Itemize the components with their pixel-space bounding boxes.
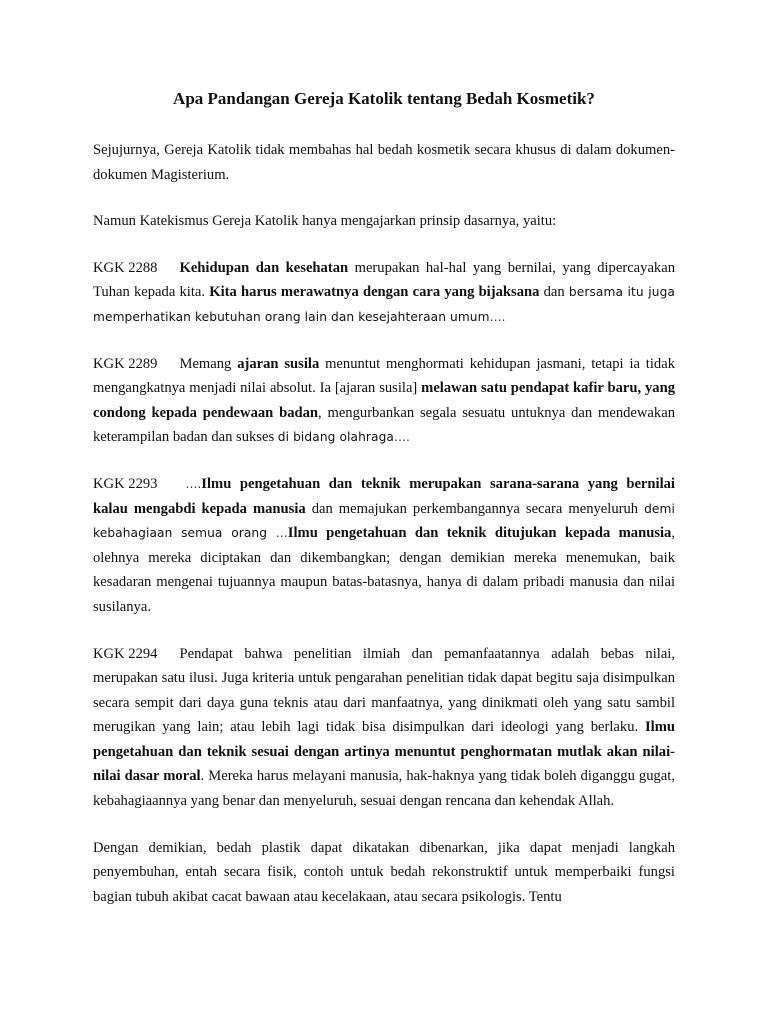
kgk-reference: KGK 2293 [93, 475, 158, 492]
paragraph-kgk-2294 [93, 642, 675, 814]
body-text-sans: demi kebahagiaan semua orang [93, 501, 675, 541]
bold-text: Ilmu pengetahuan dan teknik ditujukan kepada manusia [287, 525, 672, 542]
paragraph-conclusion: Dengan demikian, bedah plastik dapat dikatakan dibenarkan, jika dapat menjadi langkah penyembuhan, entah secara fisik, contoh untuk bedah rekonstruktif untuk memperbaiki fungsi bagian tubuh akibat cacat bawaan atau kecelakaan, atau secara psikologis. Tentu [93, 839, 675, 905]
body-text: , mengurbankan segala sesuatu untuknya dan mendewakan keterampilan badan dan sukses [93, 404, 675, 446]
bold-text: Ilmu pengetahuan dan teknik merupakan sarana-sarana yang bernilai kalau mengabdi kepada manusia [93, 475, 675, 517]
paragraph-principle: Namun Katekismus Gereja Katolik hanya mengajarkan prinsip dasarnya, yaitu: [93, 213, 557, 230]
kgk-reference: KGK 2289 [93, 355, 158, 372]
bold-text: Kehidupan dan kesehatan [179, 259, 349, 276]
page-title: Apa Pandangan Gereja Katolik tentang Bedah Kosmetik? [173, 89, 595, 108]
ellipsis: …. [489, 309, 506, 324]
bold-text: melawan satu pendapat kafir baru, yang condong kepada pendewaan badan [93, 380, 675, 421]
body-text: , olehnya mereka diciptakan dan dikembangkan; dengan demikian mereka menemukan, baik kesadaran mengenai tujuannya maupun batas-batasnya, hanya di dalam pribadi manusia dan nilai susilanya. [93, 525, 676, 615]
ellipsis: … [275, 526, 288, 541]
body-text: dan [539, 284, 569, 301]
body-text-sans: di bidang olahraga [277, 430, 394, 445]
body-text: Memang [179, 355, 238, 372]
paragraph-intro: Sejujurnya, Gereja Katolik tidak membahas hal bedah kosmetik secara khusus di dalam dokumen-dokumen Magisterium. [93, 142, 675, 183]
paragraph-kgk-2293 [93, 472, 675, 620]
bold-text: Kita harus merawatnya dengan cara yang bijaksana [209, 284, 540, 301]
body-text-sans: bersama itu juga memperhatikan kebutuhan orang lain dan kesejahteraan umum [93, 285, 675, 324]
body-text: dan memajukan perkembangannya secara menyeluruh [305, 500, 645, 517]
bold-text: ajaran susila [237, 355, 320, 372]
body-text: merupakan hal-hal yang bernilai, yang dipercayakan Tuhan kepada kita. [93, 259, 675, 301]
ellipsis: …. [185, 476, 202, 491]
kgk-reference: KGK 2294 [93, 645, 158, 662]
paragraph-kgk-2288 [93, 256, 675, 330]
paragraph-kgk-2289 [93, 352, 675, 450]
body-text: Pendapat bahwa penelitian ilmiah dan pemanfaatannya adalah bebas nilai, merupakan satu ilusi. Juga kriteria untuk pengarahan penelitian tidak dapat begitu saja disimpulkan secara sempit dari daya guna teknis atau dari manfaatnya, yang dinikmati oleh yang satu sambil merugikan yang lain; atau lebih lagi tidak bisa disimpulkan dari ideologi yang berlaku. [93, 645, 675, 736]
bold-text: Ilmu pengetahuan dan teknik sesuai dengan artinya menuntut penghormatan mutlak akan nilai-nilai dasar moral [93, 719, 675, 785]
ellipsis: …. [393, 430, 410, 445]
kgk-reference: KGK 2288 [93, 259, 158, 276]
body-text: menuntut menghormati kehidupan jasmani, tetapi ia tidak mengangkatnya menjadi nilai absolut. Ia [ajaran susila] [93, 355, 675, 397]
body-text: . Mereka harus melayani manusia, hak-haknya yang tidak boleh diganggu gugat, kebahagiaannya yang benar dan menyeluruh, sesuai dengan rencana dan kehendak Allah. [93, 768, 675, 810]
